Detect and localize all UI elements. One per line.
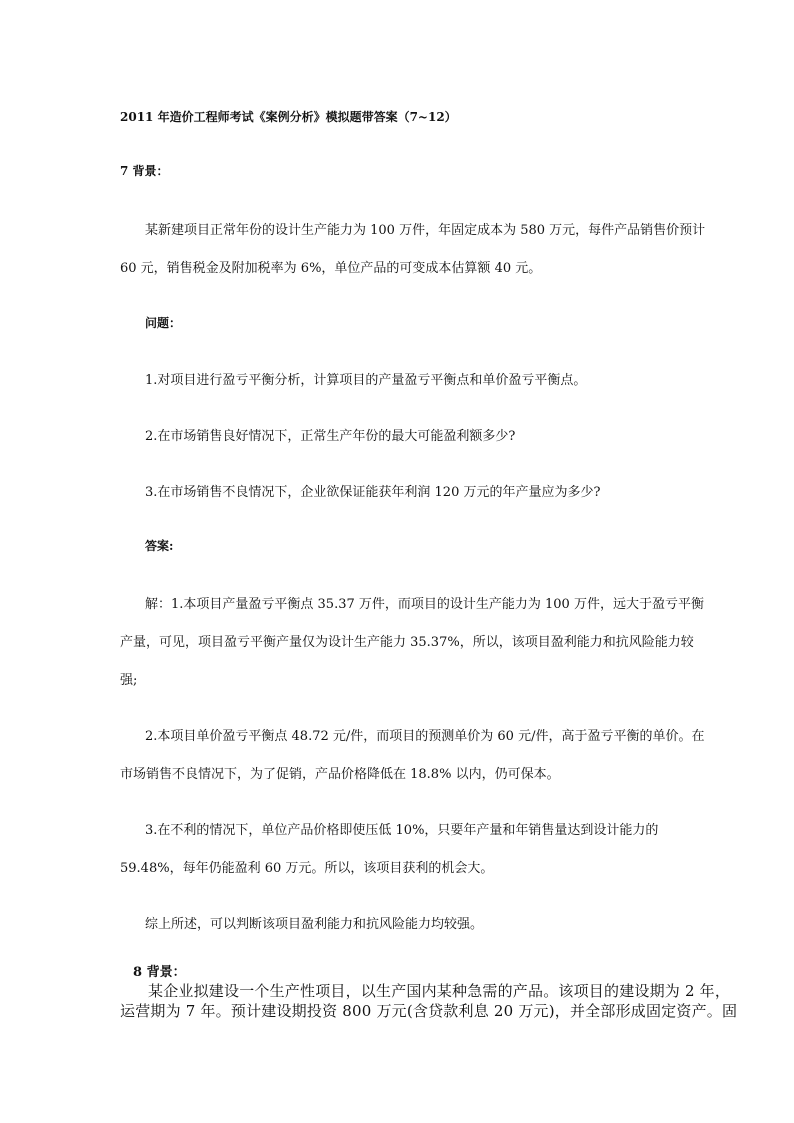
answer-3-line-2: 59.48%，每年仍能盈利 60 万元。所以，该项目获利的机会大。: [120, 861, 494, 876]
answer-1-line-2: 产量，可见，项目盈亏平衡产量仅为设计生产能力 35.37%，所以，该项目盈利能力和抗风险能力较: [120, 635, 694, 650]
answer-1-line-1: 解：1.本项目产量盈亏平衡点 35.37 万件，而项目的设计生产能力为 100 万件，远大于盈亏平衡: [145, 597, 704, 612]
answer-3-line-1: 3.在不利的情况下，单位产品价格即使压低 10%，只要年产量和年销售量达到设计能力的: [145, 823, 659, 838]
section-7-heading: 7 背景：: [120, 164, 169, 178]
section-7-background-line-1: 某新建项目正常年份的设计生产能力为 100 万件，年固定成本为 580 万元，每件产品销售价预计: [145, 223, 706, 238]
question-3: 3.在市场销售不良情况下，企业欲保证能获年利润 120 万元的年产量应为多少?: [145, 485, 601, 500]
question-1: 1.对项目进行盈亏平衡分析，计算项目的产量盈亏平衡点和单价盈亏平衡点。: [145, 373, 587, 388]
questions-heading: 问题：: [145, 316, 182, 330]
answer-2-line-2: 市场销售不良情况下，为了促销，产品价格降低在 18.8% 以内，仍可保本。: [120, 767, 560, 782]
answer-1-line-3: 强;: [120, 673, 138, 688]
question-2: 2.在市场销售良好情况下，正常生产年份的最大可能盈利额多少?: [145, 429, 516, 444]
document-title: 2011 年造价工程师考试《案例分析》模拟题带答案（7~12）: [120, 110, 457, 124]
section-8-heading: 8 背景：: [133, 965, 186, 980]
section-8-background-line-2: 运营期为 7 年。预计建设期投资 800 万元(含贷款利息 20 万元)，并全部形成固定资产。固: [120, 1002, 738, 1020]
answer-heading: 答案:: [145, 539, 174, 553]
summary: 综上所述，可以判断该项目盈利能力和抗风险能力均较强。: [145, 917, 484, 932]
section-8-background-line-1: 某企业拟建设一个生产性项目，以生产国内某种急需的产品。该项目的建设期为 2 年，: [148, 982, 731, 1000]
answer-2-line-1: 2.本项目单价盈亏平衡点 48.72 元/件，而项目的预测单价为 60 元/件，高于盈亏平衡的单价。在: [145, 729, 705, 744]
section-7-background-line-2: 60 元，销售税金及附加税率为 6%，单位产品的可变成本估算额 40 元。: [120, 261, 542, 276]
